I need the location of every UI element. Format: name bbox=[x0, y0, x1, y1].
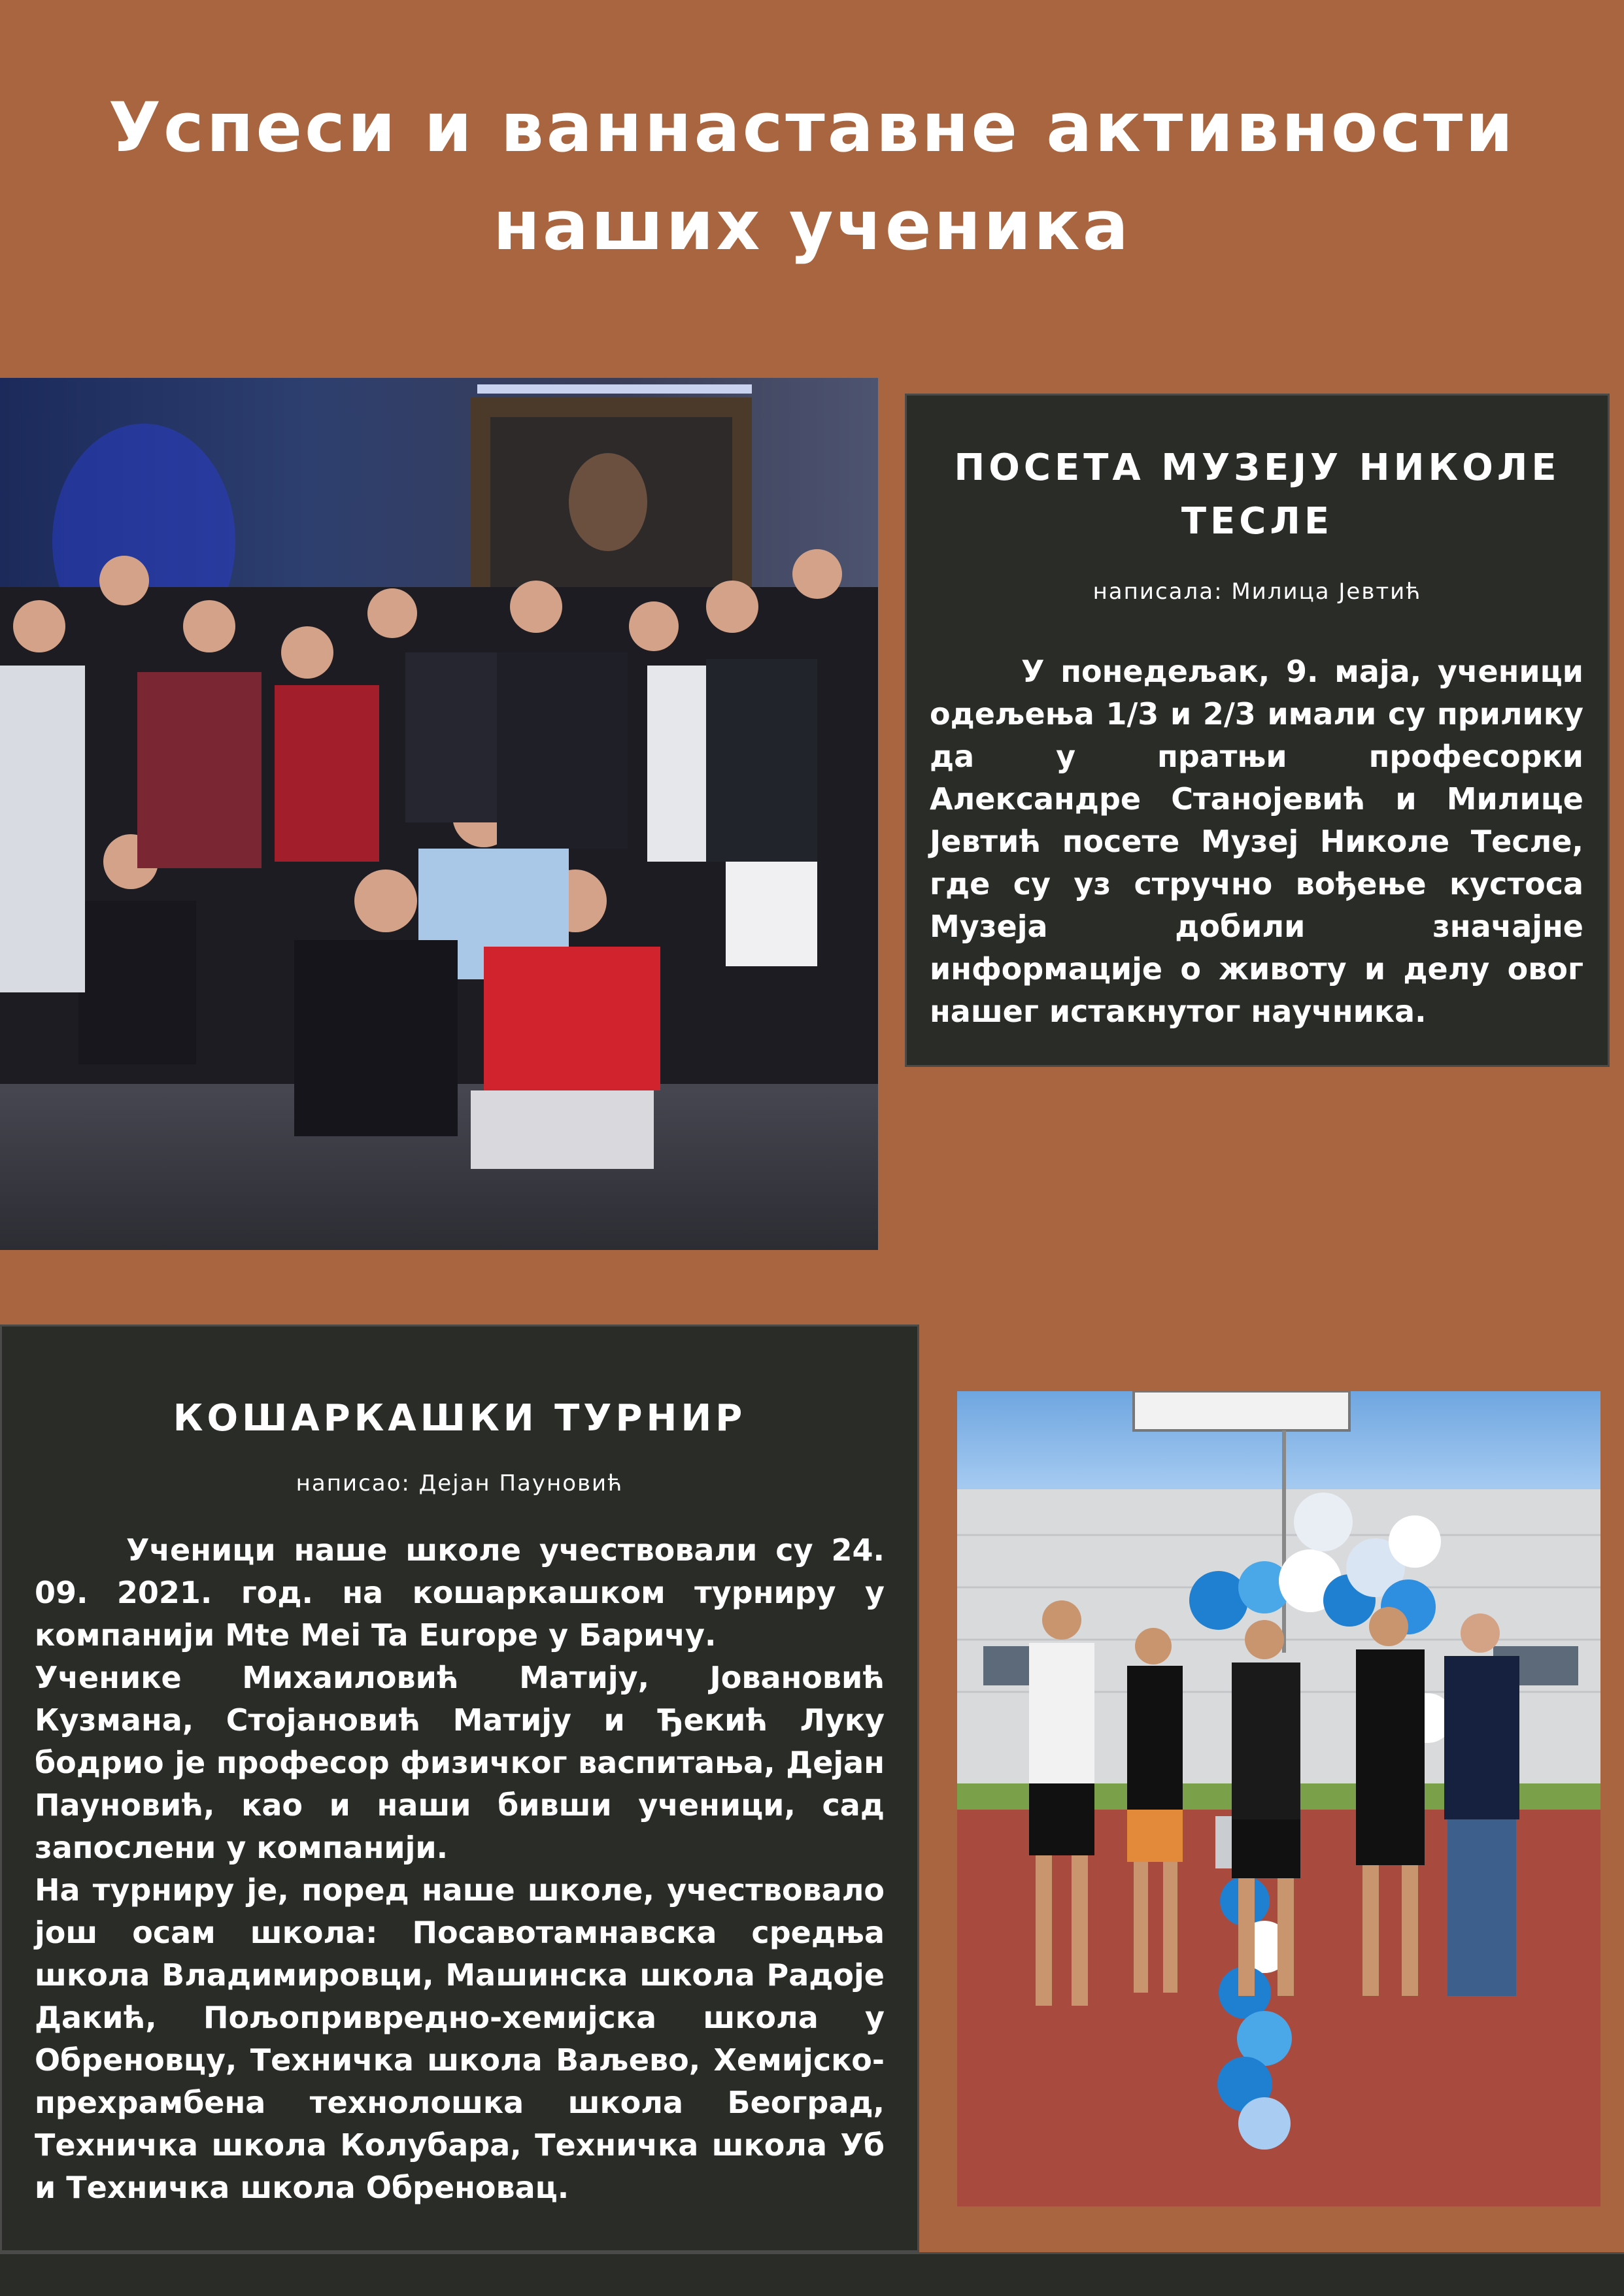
basketball-article-author: написао: Дејан Пауновић bbox=[296, 1470, 624, 1496]
museum-article-heading bbox=[907, 441, 1608, 549]
basketball-article-paragraph-2: Ученике Михаиловић Матију, Јовановић Кузмана, Стојановић Матију и Ђекић Луку бодрио је професор физичког васпитања, Дејан Пауновић, као и наши бивши ученици, сад запослени у компанији. bbox=[35, 1660, 885, 1865]
basketball-article-panel bbox=[0, 1325, 919, 2252]
museum-group-photo bbox=[0, 378, 878, 1250]
museum-article-paragraph: У понедељак, 9. маја, ученици одељења 1/3 и 2/3 имали су прилику да у пратњи професорки Александре Станојевић и Милице Јевтић посете Музеј Николе Тесле, где су уз стручно вођење кустоса Музеја добили значајне информације о животу и делу овог нашег истакнутог научника. bbox=[930, 654, 1583, 1029]
page-title-line1: Успеси и ваннаставне активности bbox=[108, 88, 1516, 167]
museum-article-panel bbox=[905, 394, 1610, 1067]
page-title-line2: наших ученика bbox=[493, 186, 1131, 265]
basketball-article-body bbox=[35, 1529, 885, 2209]
basketball-article-paragraph-1: Ученици наше школе учествовали су 24. 09. 2021. год. на кошаркашком турниру у компанији Mte Mei Ta Europe у Баричу. bbox=[35, 1532, 885, 1653]
page-title bbox=[0, 78, 1624, 275]
museum-article-body bbox=[930, 650, 1583, 1033]
museum-article-heading-line2: ТЕСЛЕ bbox=[1181, 500, 1334, 543]
basketball-team-photo bbox=[957, 1391, 1600, 2206]
bottom-bar bbox=[0, 2252, 1624, 2296]
museum-article-author: написала: Милица Јевтић bbox=[1092, 579, 1422, 605]
basketball-article-paragraph-3: На турниру је, поред наше школе, учествовало још осам школа: Посавотамнавска средња школа Владимировци, Машинска школа Радоје Дакић, Пољопривредно-хемијска школа у Обреновцу, Техничка школа Ваљево, Хемијско-прехрамбена технолошка школа Београд, Техничка школа Колубара, Техничка школа Уб и Техничка школа Обреновац. bbox=[35, 1872, 885, 2205]
museum-article-heading-line1: ПОСЕТА МУЗЕЈУ НИКОЛЕ bbox=[954, 447, 1561, 489]
basketball-article-heading: КОШАРКАШКИ ТУРНИР bbox=[173, 1397, 747, 1440]
